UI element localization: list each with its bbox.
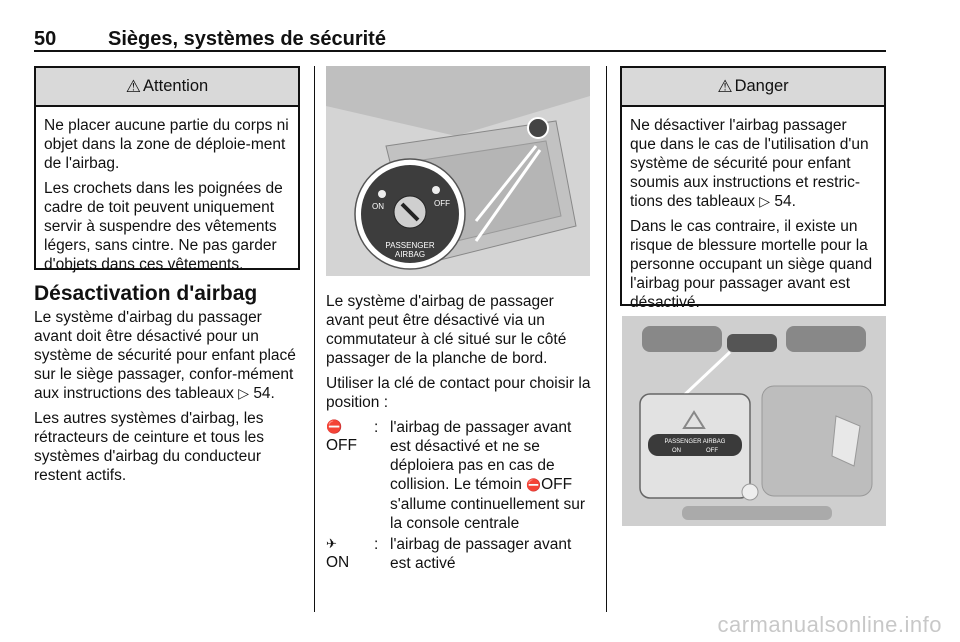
console-indicator-drawing bbox=[622, 316, 886, 526]
deactivation-paragraph-2: Les autres systèmes d'airbag, les rétracteurs de ceinture et tous les systèmes d'airbag du conducteur restent actifs. bbox=[34, 410, 265, 484]
position-definitions bbox=[326, 418, 592, 573]
section-title: Sièges, systèmes de sécurité bbox=[108, 28, 386, 50]
airbag-off-icon: ⛔ bbox=[326, 419, 343, 434]
header-rule bbox=[34, 50, 886, 52]
definition-description: l'airbag de passager avant est désactivé et ne se déploiera pas en cas de collision. Le témoin ⛔OFF s'allume continuellement sur la console centrale bbox=[390, 419, 586, 532]
definition-off: ⛔ OFF : l'airbag de passager avant est désactivé et ne se déploiera pas en cas de collision. Le témoin ⛔OFF s'allume continuellement sur la console centrale bbox=[326, 418, 592, 533]
switch-airbag-label: AIRBAG bbox=[394, 250, 426, 259]
attention-paragraph: Les crochets dans les poignées de cadre de toit peuvent uniquement servir à suspendre des vêtements légers, sans cintre. Ne pas garder d'objets dans ces vêtements. bbox=[44, 180, 283, 273]
page-reference-link[interactable]: 54. bbox=[253, 385, 275, 402]
attention-paragraph: Ne placer aucune partie du corps ni objet dans la zone de déploie-ment de l'airbag. bbox=[44, 117, 289, 172]
watermark: carmanualsonline.info bbox=[717, 612, 942, 637]
warning-triangle-icon: ⚠ bbox=[717, 76, 733, 96]
attention-title: Attention bbox=[143, 77, 209, 95]
glovebox-switch-drawing bbox=[326, 66, 590, 276]
definition-on: ✈ ON : l'airbag de passager avant est activé bbox=[326, 535, 592, 573]
switch-on-label: ON bbox=[372, 202, 384, 211]
middle-text bbox=[326, 292, 592, 575]
definition-description: l'airbag de passager avant est activé bbox=[390, 536, 572, 572]
console-on-label: ON bbox=[672, 448, 681, 454]
attention-box-body bbox=[36, 107, 298, 274]
danger-paragraph-1: Ne désactiver l'airbag passager que dans le cas de l'utilisation d'un système de sécurité pour enfant soumis aux instructions et restric-tions des tableaux ▷ 54. bbox=[630, 117, 869, 210]
middle-paragraph-1: Le système d'airbag de passager avant peut être désactivé via un commutateur à clé situé sur le côté passager de la planche de bord. bbox=[326, 293, 567, 367]
danger-paragraph-2: Dans le cas contraire, il existe un risque de blessure mortelle pour la personne occupant un siège quand l'airbag pour passager avant est désactivé. bbox=[630, 218, 873, 311]
deactivation-section bbox=[34, 282, 300, 491]
warning-triangle-icon: ⚠ bbox=[125, 76, 142, 96]
switch-passenger-label: PASSENGER bbox=[385, 241, 435, 250]
deactivation-heading: Désactivation d'airbag bbox=[34, 282, 258, 305]
page-reference-icon: ▷ bbox=[238, 385, 249, 401]
console-off-label: OFF bbox=[706, 448, 718, 454]
switch-off-label: OFF bbox=[434, 199, 450, 208]
middle-paragraph-2: Utiliser la clé de contact pour choisir la position : bbox=[326, 375, 591, 411]
column-divider-left bbox=[314, 66, 315, 612]
attention-box-header bbox=[36, 68, 298, 107]
page-reference-link[interactable]: 54. bbox=[774, 193, 796, 210]
danger-box-header bbox=[622, 68, 884, 107]
page-header bbox=[34, 26, 886, 50]
console-indicator-illustration bbox=[622, 316, 886, 526]
glovebox-switch-illustration bbox=[326, 66, 590, 276]
page-number: 50 bbox=[34, 28, 57, 50]
column-divider-right bbox=[606, 66, 607, 612]
page-reference-icon: ▷ bbox=[759, 193, 771, 209]
console-passenger-airbag-label: PASSENGER AIRBAG bbox=[664, 439, 726, 445]
danger-box bbox=[620, 66, 886, 311]
danger-box-body bbox=[622, 107, 884, 312]
danger-title: Danger bbox=[734, 77, 789, 95]
deactivation-paragraph-1: Le système d'airbag du passager avant doit être désactivé pour un système de sécurité pour enfant placé sur le siège passager, confor-mément aux instructions des tableaux ▷ 54. bbox=[34, 309, 296, 402]
airbag-on-icon: ✈ bbox=[326, 536, 337, 551]
definition-term: ON bbox=[326, 554, 350, 571]
attention-box bbox=[34, 66, 300, 273]
definition-term: OFF bbox=[326, 437, 357, 454]
airbag-off-indicator-icon: ⛔ bbox=[526, 478, 542, 492]
